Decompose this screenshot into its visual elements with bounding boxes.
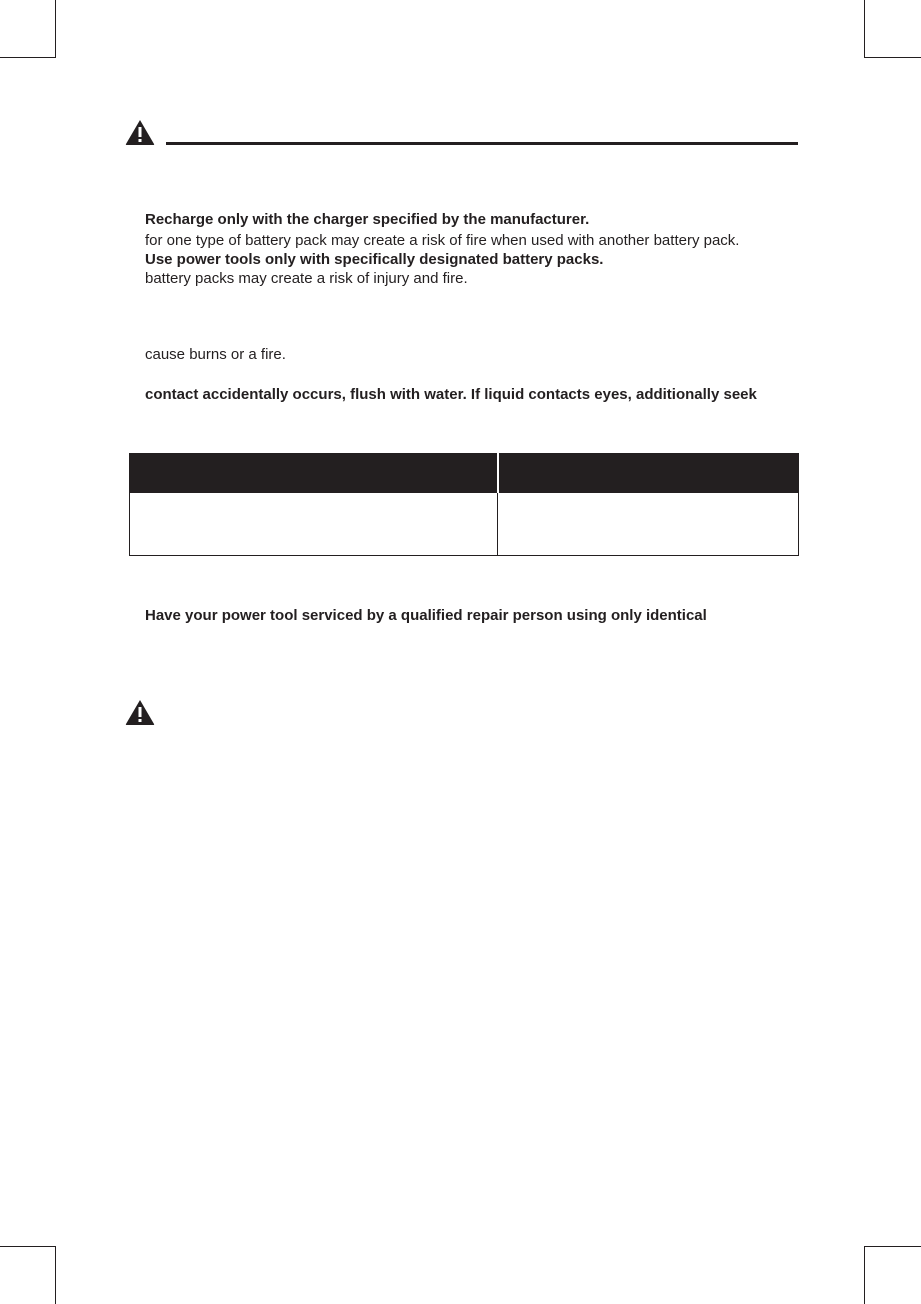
crop-mark-top-right-horizontal [864, 57, 921, 58]
crop-mark-bottom-right-horizontal [864, 1246, 921, 1247]
info-table [129, 453, 799, 556]
crop-mark-top-left-horizontal [0, 57, 56, 58]
liquid-contact-warning: contact accidentally occurs, flush with water. If liquid contacts eyes, additionally seek [145, 386, 757, 403]
charger-risk-text: for one type of battery pack may create a risk of fire when used with another battery pack. [145, 232, 740, 249]
crop-mark-top-right-vertical [864, 0, 865, 57]
service-warning: Have your power tool serviced by a qualified repair person using only identical [145, 607, 707, 624]
warning-triangle-icon [125, 699, 155, 726]
table-body-divider [497, 493, 498, 555]
crop-mark-top-left-vertical [55, 0, 56, 57]
crop-mark-bottom-right-vertical [864, 1246, 865, 1304]
table-header-divider [497, 453, 499, 493]
warning-triangle-icon [125, 119, 155, 146]
table-header-row [130, 453, 798, 493]
battery-pack-warning: Use power tools only with specifically designated battery packs. [145, 251, 604, 268]
section-header-rule [166, 142, 798, 145]
battery-risk-text: battery packs may create a risk of injury and fire. [145, 270, 468, 287]
recharge-warning: Recharge only with the charger specified by the manufacturer. [145, 211, 590, 228]
crop-mark-bottom-left-horizontal [0, 1246, 56, 1247]
burns-text: cause burns or a fire. [145, 346, 286, 363]
crop-mark-bottom-left-vertical [55, 1246, 56, 1304]
